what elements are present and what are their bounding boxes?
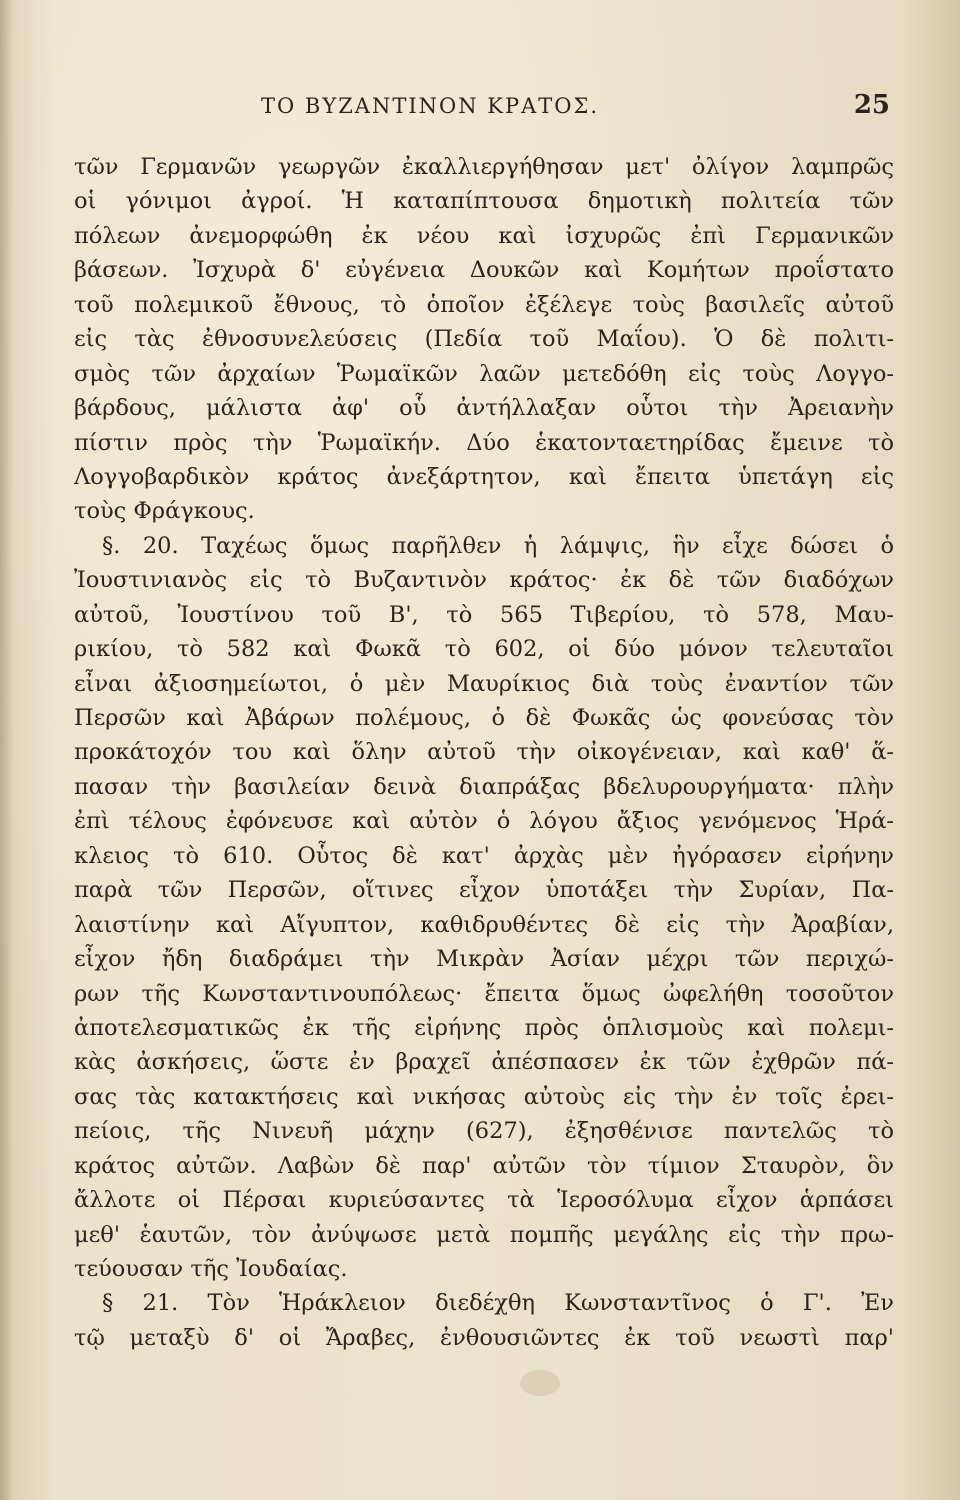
text-line: τοῦ πολεμικοῦ ἔθνους, τὸ ὁποῖον ἐξέλεγε τοὺς βασιλεῖς αὐτοῦ bbox=[74, 291, 894, 318]
text-line: ρων τῆς Κωνσταντινουπόλεως· ἔπειτα ὅμως ὠφελήθη τοσοῦτον bbox=[74, 980, 894, 1007]
page-number: 25 bbox=[853, 90, 890, 120]
text-line: προκάτοχόν του καὶ ὅλην αὐτοῦ τὴν οἰκογένειαν, καὶ καθ' ἅ- bbox=[74, 739, 894, 766]
text-body bbox=[74, 150, 894, 1355]
text-line: οἱ γόνιμοι ἀγροί. Ἡ καταπίπτουσα δημοτικὴ πολιτεία τῶν bbox=[74, 188, 894, 215]
text-line: ἀποτελεσματικῶς ἐκ τῆς εἰρήνης πρὸς ὁπλισμοὺς καὶ πολεμι- bbox=[74, 1014, 894, 1041]
text-line: βάρδους, μάλιστα ἀφ' οὗ ἀντήλλαξαν οὗτοι τὴν Ἀρειανὴν bbox=[74, 395, 894, 422]
text-line: σας τὰς κατακτήσεις καὶ νικήσας αὐτοὺς εἰς τὴν ἐν τοῖς ἐρει- bbox=[74, 1083, 894, 1110]
running-title: ΤΟ ΒΥΖΑΝΤΙΝΟΝ ΚΡΑΤΟΣ. bbox=[261, 94, 599, 118]
text-line: πίστιν πρὸς τὴν Ῥωμαϊκήν. Δύο ἑκατονταετηρίδας ἔμεινε τὸ bbox=[74, 429, 894, 456]
page-fold-shadow bbox=[0, 0, 14, 1500]
text-line: κράτος αὐτῶν. Λαβὼν δὲ παρ' αὐτῶν τὸν τίμιον Σταυρὸν, ὃν bbox=[74, 1152, 894, 1179]
text-line: Λογγοβαρδικὸν κράτος ἀνεξάρτητον, καὶ ἔπειτα ὑπετάγη εἰς bbox=[74, 463, 894, 490]
text-line: ἐπὶ τέλους ἐφόνευσε καὶ αὐτὸν ὁ λόγου ἄξιος γενόμενος Ἡρά- bbox=[74, 808, 894, 835]
text-line: κλειος τὸ 610. Οὗτος δὲ κατ' ἀρχὰς μὲν ἠγόρασεν εἰρήνην bbox=[74, 842, 894, 869]
text-line: Περσῶν καὶ Ἀβάρων πολέμους, ὁ δὲ Φωκᾶς ὡς φονεύσας τὸν bbox=[74, 705, 894, 731]
text-line: Ἰουστινιανὸς εἰς τὸ Βυζαντινὸν κράτος· ἐκ δὲ τῶν διαδόχων bbox=[74, 567, 894, 594]
text-line: πείοις, τῆς Νινευῆ μάχην (627), ἐξησθένισε παντελῶς τὸ bbox=[74, 1118, 894, 1145]
text-line: εἶχον ἤδη διαδράμει τὴν Μικρὰν Ἀσίαν μέχρι τῶν περιχώ- bbox=[74, 946, 894, 973]
text-line: παρὰ τῶν Περσῶν, οἵτινες εἶχον ὑποτάξει τὴν Συρίαν, Πα- bbox=[74, 877, 894, 904]
paper-stain bbox=[520, 1370, 560, 1396]
section-21-start: § 21. Τὸν Ἡράκλειον διεδέχθη Κωνσταντῖνος ὁ Γ'. Ἐν bbox=[102, 1290, 894, 1317]
page-header bbox=[80, 90, 890, 130]
text-line: λαιστίνην καὶ Αἴγυπτον, καθιδρυθέντες δὲ εἰς τὴν Ἀραβίαν, bbox=[74, 911, 894, 938]
text-line: βάσεων. Ἰσχυρὰ δ' εὐγένεια Δουκῶν καὶ Κομήτων προΐστατο bbox=[74, 257, 894, 284]
text-line: τῷ μεταξὺ δ' οἱ Ἄραβες, ἐνθουσιῶντες ἐκ τοῦ νεωστὶ παρ' bbox=[74, 1324, 894, 1351]
text-line: τοὺς Φράγκους. bbox=[74, 498, 255, 525]
text-line: ρικίου, τὸ 582 καὶ Φωκᾶ τὸ 602, οἱ δύο μόνον τελευταῖοι bbox=[74, 636, 894, 663]
text-line: τεύουσαν τῆς Ἰουδαίας. bbox=[74, 1256, 348, 1282]
text-line: εἶναι ἀξιοσημείωτοι, ὁ μὲν Μαυρίκιος διὰ τοὺς ἐναντίον τῶν bbox=[74, 670, 894, 697]
text-line: κὰς ἀσκήσεις, ὥστε ἐν βραχεῖ ἀπέσπασεν ἐκ τῶν ἐχθρῶν πά- bbox=[74, 1049, 894, 1076]
text-line: πόλεων ἀνεμορφώθη ἐκ νέου καὶ ἰσχυρῶς ἐπὶ Γερμανικῶν bbox=[74, 222, 894, 249]
text-line: σμὸς τῶν ἀρχαίων Ῥωμαϊκῶν λαῶν μετεδόθη εἰς τοὺς Λογγο- bbox=[74, 360, 894, 387]
text-line: ἄλλοτε οἱ Πέρσαι κυριεύσαντες τὰ Ἱεροσόλυμα εἶχον ἁρπάσει bbox=[74, 1187, 894, 1214]
text-line: εἰς τὰς ἐθνοσυνελεύσεις (Πεδία τοῦ Μαΐου). Ὁ δὲ πολιτι- bbox=[74, 326, 894, 353]
text-line: αὐτοῦ, Ἰουστίνου τοῦ Β', τὸ 565 Τιβερίου, τὸ 578, Μαυ- bbox=[74, 601, 894, 628]
text-line: μεθ' ἑαυτῶν, τὸν ἀνύψωσε μετὰ πομπῆς μεγάλης εἰς τὴν πρω- bbox=[74, 1221, 894, 1248]
section-20-start: §. 20. Ταχέως ὅμως παρῆλθεν ἡ λάμψις, ἣν εἶχε δώσει ὁ bbox=[102, 532, 894, 559]
text-line: τῶν Γερμανῶν γεωργῶν ἐκαλλιεργήθησαν μετ' ὀλίγον λαμπρῶς bbox=[74, 154, 894, 180]
text-line: πασαν τὴν βασιλείαν δεινὰ διαπράξας βδελυρουργήματα· πλὴν bbox=[74, 773, 894, 800]
